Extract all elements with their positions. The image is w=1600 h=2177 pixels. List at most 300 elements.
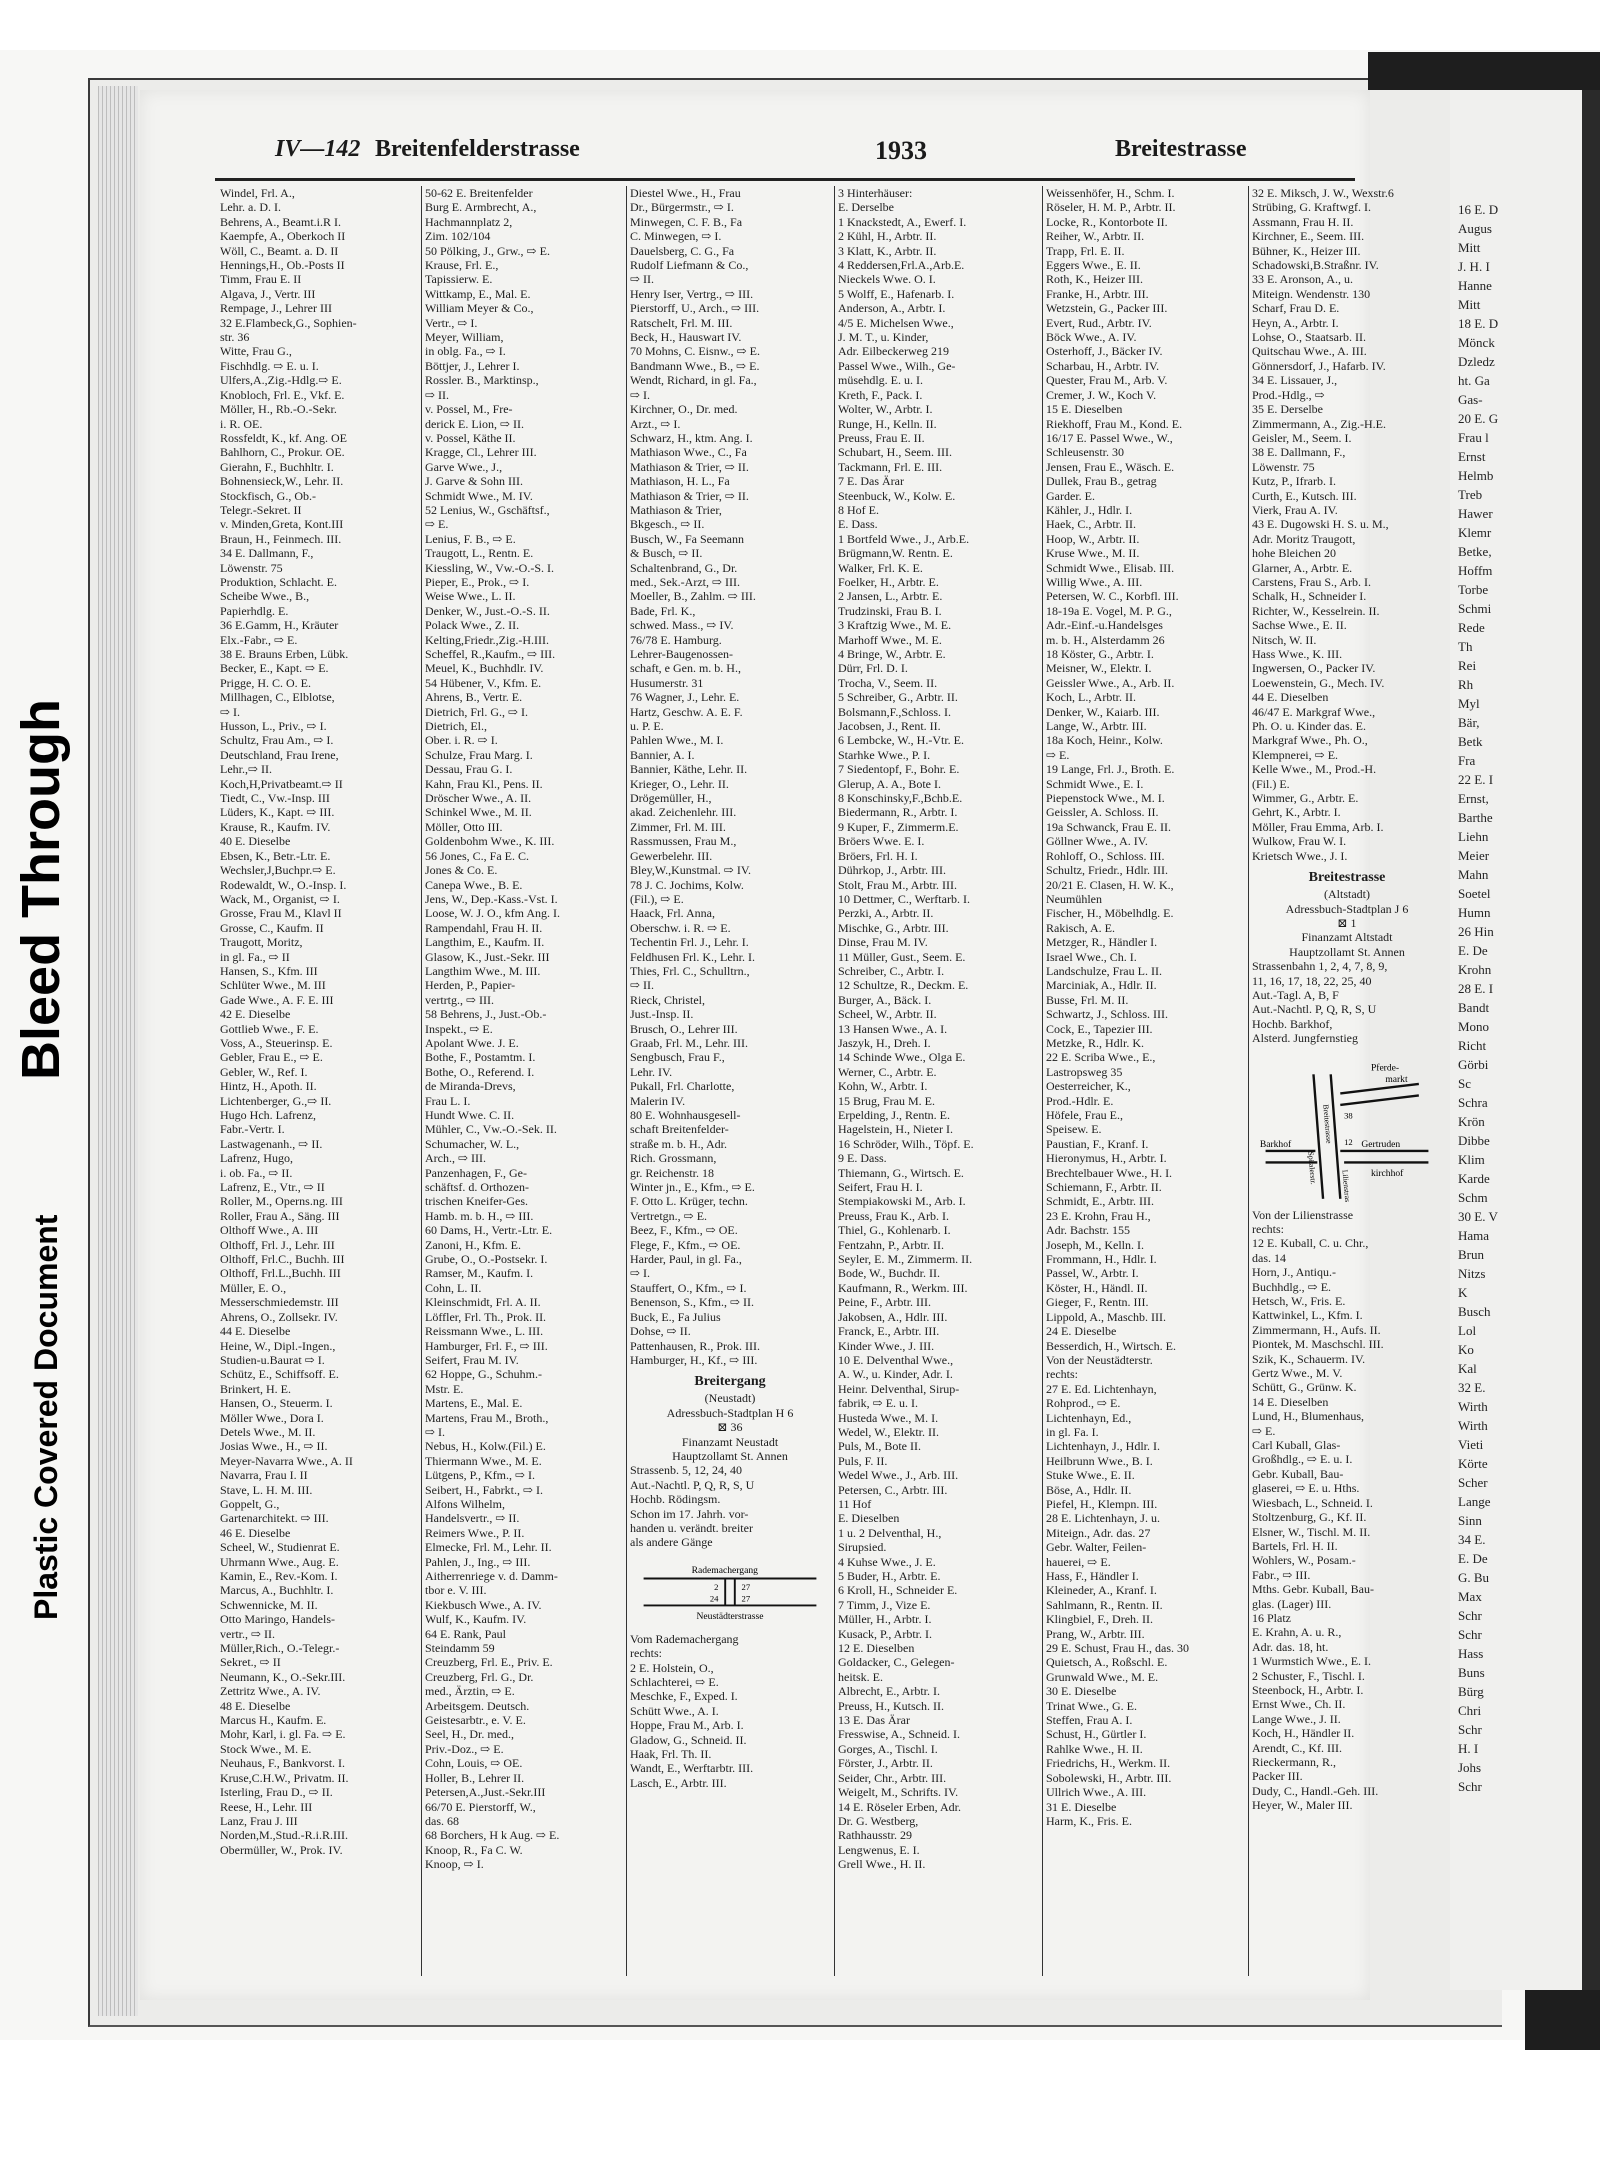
directory-entry: Pahlen Wwe., M. I. (630, 733, 724, 748)
directory-entry: Fentzahn, P., Arbtr. II. (838, 1237, 944, 1252)
directory-entry: Sirupsied. (838, 1540, 887, 1555)
directory-entry: Grell Wwe., H. II. (838, 1857, 926, 1872)
directory-entry: Messerschmiedemstr. III (220, 1295, 339, 1310)
directory-entry: Wetzstein, G., Packer III. (1046, 301, 1168, 316)
directory-entry: Marcus, A., Buchhltr. I. (220, 1583, 334, 1598)
directory-entry: 31 E. Dieselbe (1046, 1799, 1117, 1814)
directory-entry: Olthoff, Frl. J., Lehr. III (220, 1237, 335, 1252)
directory-entry: Scheel, W., Arbtr. II. (838, 1007, 937, 1022)
directory-entry: Zanoni, H., Kfm. E. (425, 1237, 521, 1252)
directory-entry: rechts: (1252, 1221, 1284, 1236)
directory-entry: Kahn, Frau Kl., Pens. II. (425, 776, 543, 791)
directory-entry: Aut.-Tagl. A, B, F (1252, 987, 1339, 1002)
directory-entry: Jens, W., Dep.-Kass.-Vst. I. (425, 891, 558, 906)
directory-entry: Thies, Frl. C., Schulltrn., (630, 963, 750, 978)
directory-entry: ⇨ I. (630, 1266, 651, 1281)
directory-entry: Mischke, G., Arbtr. III. (838, 920, 949, 935)
directory-entry: Voss, A., Steuerinsp. E. (220, 1035, 333, 1050)
directory-entry: Walker, Frl. K. E. (838, 560, 923, 575)
directory-entry: Gladow, G., Schneid. II. (630, 1732, 747, 1747)
directory-entry: Von der Lilienstrasse (1252, 1207, 1354, 1222)
scan-bottom-block (1525, 1990, 1600, 2050)
directory-entry: Piefel, H., Klempn. III. (1046, 1496, 1158, 1511)
next-page-entry: Krön (1458, 1114, 1485, 1129)
directory-entry: Lichtenhayn, J., Hdlr. I. (1046, 1439, 1160, 1454)
directory-entry: Schwartz, J., Schloss. III. (1046, 1007, 1168, 1022)
directory-entry: Besserdich, H., Wirtsch. E. (1046, 1338, 1176, 1353)
directory-entry: Müller, E. O., (220, 1280, 287, 1295)
directory-entry: Haek, C., Arbtr. II. (1046, 517, 1136, 532)
directory-entry: Schiemann, F., Arbtr. II. (1046, 1180, 1162, 1195)
directory-entry: Heyn, A., Arbtr. I. (1252, 315, 1339, 330)
directory-entry: Rempage, J., Lehrer III (220, 301, 332, 316)
directory-entry: Ernst Wwe., Ch. II. (1252, 1697, 1346, 1712)
directory-entry: Adr. Moritz Traugott, (1252, 531, 1356, 546)
next-page-entry: 32 E. (1458, 1380, 1486, 1395)
directory-entry: 4 Reddersen,Frl.A.,Arb.E. (838, 258, 965, 273)
directory-entry: 38 E. Brauns Erben, Lübk. (220, 647, 349, 661)
next-page-entry: Hanne (1458, 278, 1492, 293)
directory-entry: Ahrens, B., Vertr. E. (425, 690, 523, 705)
directory-entry: str. 36 (220, 330, 250, 345)
directory-entry: Rich. Grossmann, (630, 1151, 717, 1166)
directory-entry: 1 Bortfeld Wwe., J., Arb.E. (838, 531, 970, 546)
street-info-line: ⊠ 36 (717, 1420, 743, 1435)
directory-entry: Friedrichs, H., Werkm. II. (1046, 1756, 1171, 1771)
directory-entry: Bandmann Wwe., B., ⇨ E. (630, 358, 760, 373)
directory-entry: Böck Wwe., A. IV. (1046, 330, 1137, 345)
directory-entry: Quietsch, A., Roßschl. E. (1046, 1655, 1168, 1670)
directory-entry: Dinse, Frau M. IV. (838, 935, 928, 950)
directory-entry: handen u. verändt. breiter (630, 1520, 753, 1535)
directory-entry: 2 Kühl, H., Arbtr. II. (838, 229, 937, 244)
directory-entry: Gorges, A., Tischl. I. (838, 1741, 938, 1756)
directory-entry: Lehr.,⇨ II. (220, 762, 273, 777)
directory-entry: Knoop, ⇨ I. (425, 1857, 484, 1872)
directory-entry: 2 E. Holstein, O., (630, 1660, 714, 1675)
directory-entry: Carl Kuball, Glas- (1252, 1438, 1341, 1453)
directory-entry: Schreiber, C., Arbtr. I. (838, 963, 945, 978)
street-info-line: (Altstadt) (1324, 887, 1370, 902)
directory-entry: Möller, Otto III. (425, 819, 503, 834)
directory-entry: Oesterreicher, K., (1046, 1079, 1131, 1094)
directory-entry: Arch., ⇨ III. (425, 1151, 487, 1166)
directory-entry: Gartenarchitekt. ⇨ III. (220, 1511, 329, 1526)
directory-entry: Algava, J., Vertr. III (220, 286, 316, 301)
directory-entry: ⇨ I. (630, 387, 651, 402)
directory-entry: 16 Platz (1252, 1610, 1291, 1625)
directory-entry: Höfele, Frau E., (1046, 1108, 1123, 1122)
next-page-entry: H. I (1458, 1741, 1479, 1756)
directory-entry: Rudolf Liefmann & Co., (630, 258, 749, 273)
map1-street-bottom: Neustädterstrasse (696, 1610, 764, 1622)
directory-entry: Frommann, H., Hdlr. I. (1046, 1252, 1157, 1267)
directory-entry: Krause, Frl. E., (425, 258, 499, 273)
next-page-entry: 34 E. (1458, 1532, 1486, 1547)
directory-entry: 48 E. Dieselbe (220, 1698, 291, 1713)
directory-entry: Rahlke Wwe., H. II. (1046, 1741, 1143, 1756)
directory-entry: Denker, W., Kaiarb. III. (1046, 704, 1160, 719)
next-page-entry: Rh (1458, 677, 1474, 692)
directory-entry: Richter, W., Kesselrein. II. (1252, 603, 1380, 618)
directory-entry: Vierk, Frau A. IV. (1252, 502, 1338, 517)
directory-entry: Möller, H., Rb.-O.-Sekr. (220, 402, 337, 417)
directory-entry: 4 Bringe, W., Arbtr. E. (838, 647, 946, 661)
directory-entry: Husson, L., Priv., ⇨ I. (220, 719, 327, 734)
directory-entry: Osterhoff, J., Bäcker IV. (1046, 344, 1163, 359)
directory-entry: vertrtg., ⇨ III. (425, 992, 495, 1007)
directory-entry: Löwenstr. 75 (1252, 459, 1315, 474)
directory-entry: Großhdlg., ⇨ E. u. I. (1252, 1452, 1353, 1467)
directory-entry: Packer III. (1252, 1769, 1303, 1784)
directory-entry: Müller,Rich., O.-Telegr.- (220, 1641, 340, 1656)
directory-entry: Seel, H., Dr. med., (425, 1727, 514, 1742)
next-page-entry: 26 Hin (1458, 924, 1494, 939)
directory-entry: Oberschw. i. R. ⇨ E. (630, 920, 731, 935)
map1-number: 2 (714, 1581, 719, 1592)
next-page-entry: Krohn (1458, 962, 1492, 977)
directory-entry: 7 Siedentopf, F., Bohr. E. (838, 762, 960, 777)
directory-entry: gr. Reichenstr. 18 (630, 1165, 714, 1180)
next-page-entry: Bürg (1458, 1684, 1484, 1699)
directory-entry: Koch, H., Händler II. (1252, 1726, 1355, 1741)
directory-entry: Prigge, H. C. O. E. (220, 675, 311, 690)
directory-entry: Prang, W., Arbtr. III. (1046, 1626, 1145, 1641)
directory-entry: A. W., u. Kinder, Adr. I. (838, 1367, 953, 1382)
directory-entry: Rieck, Christel, (630, 992, 705, 1007)
directory-entry: i. ob. Fa., ⇨ II. (220, 1165, 293, 1180)
directory-entry: Jensen, Frau E., Wäsch. E. (1046, 459, 1175, 474)
directory-entry: & Busch, ⇨ II. (630, 546, 703, 561)
next-page-entry: Wirth (1458, 1418, 1488, 1433)
directory-entry: E. Dass. (838, 517, 878, 532)
directory-entry: in gl. Fa. I. (1046, 1424, 1099, 1439)
directory-entry: 50-62 E. Breitenfelder (425, 186, 533, 200)
next-page-entry: Treb (1458, 487, 1483, 502)
directory-entry: Göllner Wwe., A. IV. (1046, 834, 1148, 849)
directory-entry: v. Possel, M., Fre- (425, 402, 513, 417)
directory-entry: Lenius, F. B., ⇨ E. (425, 531, 516, 546)
directory-entry: Lichtenberger, G.,⇨ II. (220, 1093, 332, 1108)
directory-entry: Glasow, K., Just.-Sekr. III (425, 949, 550, 964)
directory-entry: 13 E. Das Ärar (838, 1713, 910, 1728)
directory-entry: Wolter, W., Arbtr. I. (838, 402, 933, 417)
bleed-through-label: Bleed Through (11, 699, 71, 1080)
next-page-entry: Johs (1458, 1760, 1482, 1775)
directory-entry: Tapissierw. E. (425, 272, 493, 287)
directory-entry: 19a Schwanck, Frau E. II. (1046, 819, 1171, 834)
breitestrasse-map (1256, 1052, 1438, 1202)
directory-entry: Kusack, P., Arbtr. I. (838, 1626, 932, 1641)
directory-entry: Ulfers,A.,Zig.-Hdlg.⇨ E. (220, 373, 342, 388)
directory-entry: J. Garve & Sohn III. (425, 474, 523, 489)
directory-entry: Albrecht, E., Arbtr. I. (838, 1684, 940, 1699)
directory-entry: ⇨ I. (220, 704, 241, 719)
map1-number: 27 (741, 1581, 751, 1592)
street-heading: Breitestrasse (1308, 870, 1386, 886)
directory-entry: Sahlmann, R., Rentn. II. (1046, 1597, 1163, 1612)
next-page-entry: 16 E. D (1458, 202, 1499, 217)
map2-number: 12 (1344, 1136, 1353, 1147)
map2-number: 38 (1344, 1109, 1353, 1120)
directory-entry: Rossfeldt, K., kf. Ang. OE (220, 430, 347, 445)
directory-entry: Timm, Frau E. II (220, 272, 302, 287)
directory-entry: ⇨ II. (630, 978, 655, 993)
next-page-entry: Frau l (1458, 430, 1489, 445)
directory-entry: Lehr. IV. (630, 1064, 673, 1079)
directory-entry: Detels Wwe., M. II. (220, 1424, 316, 1439)
directory-entry: Mohr, Karl, i. gl. Fa. ⇨ E. (220, 1727, 346, 1742)
map2-pferdemarkt-label: Pferde- (1370, 1062, 1400, 1074)
directory-entry: ⇨ E. (425, 517, 449, 532)
directory-entry: 44 E. Dieselben (1252, 690, 1329, 705)
directory-entry: Cohn, Louis, ⇨ OE. (425, 1756, 523, 1771)
directory-entry: i. R. OE. (220, 416, 263, 431)
page-number: IV—142 (275, 136, 361, 162)
directory-entry: Roth, K., Heizer III. (1046, 272, 1143, 287)
next-page-entry: Sc (1458, 1076, 1471, 1091)
directory-entry: Mathiason Wwe., C., Fa (630, 445, 747, 460)
directory-entry: Norden,M.,Stud.-R.i.R.III. (220, 1828, 348, 1843)
directory-entry: 46 E. Dieselbe (220, 1525, 291, 1540)
directory-entry: Wittkamp, E., Mal. E. (425, 286, 531, 301)
directory-entry: 11 Müller, Gust., Seem. E. (838, 949, 966, 964)
directory-entry: Löffler, Frl. Th., Prok. II. (425, 1309, 547, 1324)
next-page-entry: Max (1458, 1589, 1482, 1604)
directory-entry: Hansen, O., Steuerm. I. (220, 1396, 333, 1411)
directory-entry: Telegr.-Sekret. II (220, 502, 302, 517)
column-divider (834, 186, 835, 1976)
directory-entry: Pieper, E., Prok., ⇨ I. (425, 574, 530, 589)
map2-street-a: Breitestrasse (1321, 1103, 1334, 1144)
directory-entry: Bartels, Frl. H. II. (1252, 1538, 1338, 1553)
directory-entry: Scharf, Frau D. E. (1252, 301, 1340, 316)
directory-entry: Gewerbelehr. III. (630, 848, 713, 863)
directory-entry: hohe Bleichen 20 (1252, 546, 1336, 561)
directory-entry: Joseph, M., Kelln. I. (1046, 1237, 1144, 1252)
directory-entry: Köster, H., Händl. II. (1046, 1280, 1148, 1295)
directory-entry: 15 Brug, Frau M. E. (838, 1093, 935, 1108)
directory-entry: (Fil.), ⇨ E. (630, 891, 684, 906)
directory-entry: Möller, Frau Emma, Arb. I. (1252, 819, 1384, 834)
next-page-entry: Th (1458, 639, 1473, 654)
directory-entry: Hamburger, H., Kf., ⇨ III. (630, 1352, 758, 1367)
directory-entry: Bannier, A. I. (630, 747, 695, 762)
directory-entry: Werner, C., Arbtr. E. (838, 1064, 937, 1079)
next-page-entry: Schra (1458, 1095, 1488, 1110)
directory-entry: Rohloff, O., Schloss. III. (1046, 848, 1165, 863)
directory-entry: Grube, O., O.-Postsekr. I. (425, 1252, 548, 1267)
directory-entry: Lafrenz, E., Vtr., ⇨ II (220, 1180, 325, 1195)
directory-entry: schwed. Mass., ⇨ IV. (630, 618, 734, 633)
directory-entry: Husteda Wwe., M. I. (838, 1410, 939, 1425)
next-page-entry: Scher (1458, 1475, 1488, 1490)
directory-entry: Förster, J., Arbtr. II. (838, 1756, 933, 1771)
directory-entry: Trocha, V., Seem. II. (838, 675, 938, 690)
directory-entry: Schwennicke, M. II. (220, 1597, 318, 1612)
directory-entry: Lange Wwe., J. II. (1252, 1711, 1341, 1726)
directory-entry: Trinat Wwe., G. E. (1046, 1698, 1137, 1713)
directory-entry: Pierstorff, U., Arch., ⇨ III. (630, 301, 760, 316)
directory-entry: Dr., Bürgermstr., ⇨ I. (630, 200, 734, 215)
directory-entry: Braun, H., Feinmech. III. (220, 531, 342, 546)
directory-entry: Dröscher Wwe., A. II. (425, 791, 532, 806)
directory-entry: Perzki, A., Arbtr. II. (838, 906, 934, 921)
directory-entry: Stauffert, O., Kfm., ⇨ I. (630, 1280, 747, 1295)
directory-entry: Traugott, Moritz, (220, 935, 303, 950)
directory-entry: Adr. Eilbeckerweg 219 (838, 344, 949, 359)
directory-entry: 23 E. Krohn, Frau H., (1046, 1208, 1151, 1223)
directory-entry: Dührkop, J., Arbtr. III. (838, 863, 946, 878)
next-page-entry: Humn (1458, 905, 1491, 920)
directory-entry: de Miranda-Drevs, (425, 1079, 516, 1094)
directory-entry: 40 E. Dieselbe (220, 834, 291, 849)
directory-entry: Gebr. Kuball, Bau- (1252, 1466, 1344, 1481)
directory-entry: Runge, H., Kelln. II. (838, 416, 937, 431)
directory-entry: Canepa Wwe., B. E. (425, 877, 523, 892)
directory-entry: Steenbuck, W., Kolw. E. (838, 488, 956, 503)
directory-entry: Meisner, W., Elektr. I. (1046, 661, 1152, 676)
directory-entry: 62 Hoppe, G., Schuhm.- (425, 1367, 542, 1382)
scan-corner-block (1368, 52, 1600, 90)
directory-entry: Dr. G. Westberg, (838, 1813, 919, 1828)
directory-entry: Piontek, M. Maschschl. III. (1252, 1337, 1384, 1352)
directory-entry: Vertretgn., ⇨ E. (630, 1208, 708, 1223)
directory-entry: Hamburger, Frl. F., ⇨ III. (425, 1338, 548, 1353)
directory-entry: Wandt, E., Werftarbtr. III. (630, 1761, 754, 1776)
directory-entry: 1 Knackstedt, A., Ewerf. I. (838, 214, 967, 229)
directory-entry: Lafrenz, Hugo, (220, 1151, 293, 1166)
directory-entry: Krause, R., Kaufm. IV. (220, 819, 331, 834)
next-page-entry: Meier (1458, 848, 1490, 863)
directory-entry: Gebr. Walter, Feilen- (1046, 1540, 1147, 1555)
header-rule (215, 178, 1355, 181)
directory-entry: Hugo Hch. Lafrenz, (220, 1108, 316, 1122)
directory-entry: 52 Lenius, W., Gschäftsf., (425, 502, 550, 517)
next-page-entry: Augus (1458, 221, 1492, 236)
directory-entry: Rossler. B., Marktinsp., (425, 373, 539, 388)
directory-entry: Handelsvertr., ⇨ II. (425, 1511, 520, 1526)
next-page-entry: Vieti (1458, 1437, 1484, 1452)
directory-entry: Produktion, Schlacht. E. (220, 574, 337, 589)
directory-entry: Creuzberg, Frl. G., Dr. (425, 1669, 534, 1684)
directory-entry: Polack Wwe., Z. II. (425, 618, 520, 633)
directory-entry: Heyer, W., Maler III. (1252, 1798, 1353, 1813)
directory-entry: Evert, Rud., Arbtr. IV. (1046, 315, 1152, 330)
directory-entry: Grunwald Wwe., M. E. (1046, 1669, 1159, 1684)
directory-entry: Erpelding, J., Rentn. E. (838, 1108, 950, 1122)
directory-entry: 38 E. Dallmann, F., (1252, 445, 1346, 460)
directory-entry: Hoop, W., Arbtr. II. (1046, 531, 1140, 546)
directory-entry: Schmidt Wwe., M. IV. (425, 488, 533, 503)
directory-entry: Schulze, Frau Marg. I. (425, 747, 533, 762)
directory-entry: Knobloch, Frl. E., Vkf. E. (220, 387, 345, 402)
next-page-entry: Mahn (1458, 867, 1489, 882)
directory-entry: Garder. E. (1046, 488, 1095, 503)
directory-entry: Klingbiel, F., Dreh. II. (1046, 1612, 1154, 1627)
directory-entry: Klempnerei, ⇨ E. (1252, 747, 1339, 762)
directory-entry: Preuss, Frau E. II. (838, 430, 925, 445)
directory-entry: Nebus, H., Kolw.(Fil.) E. (425, 1439, 546, 1454)
directory-entry: Garve Wwe., J., (425, 459, 503, 474)
directory-entry: Roller, Frau A., Säng. III (220, 1208, 340, 1223)
directory-entry: 24 E. Dieselbe (1046, 1324, 1117, 1339)
directory-entry: Wulkow, Frau W. I. (1252, 834, 1347, 849)
directory-entry: Markgraf Wwe., Ph. O., (1252, 733, 1368, 748)
next-page-entry: Mitt (1458, 240, 1481, 255)
directory-entry: Grosse, Frau M., Klavl II (220, 906, 342, 921)
directory-entry: E. Derselbe (838, 200, 894, 215)
directory-entry: Tiedt, C., Vw.-Insp. III (220, 791, 330, 806)
directory-entry: Neuhaus, F., Bankvorst. I. (220, 1756, 346, 1771)
directory-entry: rechts: (630, 1646, 662, 1661)
directory-entry: Koch, L., Arbtr. II. (1046, 690, 1136, 705)
directory-entry: Schmidt, E., Arbtr. III. (1046, 1194, 1154, 1209)
column-divider (1248, 186, 1249, 1976)
directory-entry: v. Minden,Greta, Kont.III (220, 517, 344, 532)
directory-entry: Dohse, ⇨ II. (630, 1324, 691, 1339)
directory-entry: Lehr. a. D. I. (220, 200, 281, 215)
directory-entry: 10 Dettmer, C., Werftarb. I. (838, 891, 970, 906)
directory-entry: 46/47 E. Markgraf Wwe., (1252, 704, 1376, 719)
directory-entry: Thiel, G., Kohlenarb. I. (838, 1223, 951, 1238)
directory-entry: Thiermann Wwe., M. E. (425, 1453, 542, 1468)
directory-entry: Zettritz Wwe., A. IV. (220, 1684, 321, 1699)
directory-entry: Hochb. Rödingsm. (630, 1492, 721, 1507)
directory-entry: 29 E. Schust, Frau H., das. 30 (1046, 1641, 1189, 1656)
directory-entry: akad. Zeichenlehr. III. (630, 805, 737, 820)
directory-entry: Kaempfe, A., Oberkoch II (220, 229, 346, 244)
directory-entry: Studien-u.Baurat ⇨ I. (220, 1352, 325, 1367)
directory-entry: Fabr.-Vertr. I. (220, 1122, 285, 1137)
directory-entry: Riekhoff, Frau M., Kond. E. (1046, 416, 1183, 431)
directory-entry: Minwegen, C. F. B., Fa (630, 214, 743, 229)
directory-entry: Preuss, H., Kutsch. II. (838, 1698, 944, 1713)
directory-entry: Gebler, Frau E., ⇨ E. (220, 1050, 323, 1065)
directory-entry: Kelle Wwe., M., Prod.-H. (1252, 762, 1377, 777)
directory-entry: das. 14 (1252, 1250, 1286, 1265)
directory-entry: Hetsch, W., Fris. E. (1252, 1294, 1346, 1308)
directory-entry: 54 Hübener, V., Kfm. E. (425, 675, 542, 690)
directory-entry: Rampendahl, Frau H. II. (425, 920, 543, 935)
directory-entry: Petersen,A.,Just.-Sekr.III (425, 1785, 546, 1800)
directory-entry: Metzke, R., Hdlr. K. (1046, 1035, 1144, 1050)
directory-entry: Kruse,C.H.W., Privatm. II. (220, 1770, 349, 1785)
directory-entry: 16/17 E. Passel Wwe., W., (1046, 430, 1173, 445)
directory-entry: Hieronymus, H., Arbtr. I. (1046, 1151, 1167, 1166)
next-page-entry: Helmb (1458, 468, 1494, 483)
directory-entry: 3 Klatt, K., Arbtr. II. (838, 243, 937, 258)
directory-entry: Ramser, M., Kaufm. I. (425, 1266, 534, 1281)
directory-entry: Passel Wwe., Wilh., Ge- (838, 358, 956, 373)
directory-entry: 6 Lembcke, W., H.-Vtr. E. (838, 733, 964, 748)
header-year: 1933 (875, 136, 927, 165)
directory-entry: Prod.-Hdlg., ⇨ (1252, 387, 1325, 402)
directory-entry: 76/78 E. Hamburg. (630, 632, 722, 647)
directory-entry: Obermüller, W., Prok. IV. (220, 1842, 343, 1857)
column-divider (421, 186, 422, 1976)
directory-entry: 12 E. Dieselben (838, 1641, 915, 1656)
directory-entry: Bothe, F., Postamtm. I. (425, 1050, 536, 1065)
directory-entry: in oblg. Fa., ⇨ I. (425, 344, 506, 359)
directory-entry: Lastropsweg 35 (1046, 1064, 1123, 1079)
next-page-entry: Schr (1458, 1608, 1482, 1623)
directory-entry: Kutz, P., Ifrarb. I. (1252, 474, 1336, 489)
directory-entry: ⇨ I. (425, 1424, 446, 1439)
directory-entry: Schultz, Friedr., Hdlr. III. (1046, 863, 1168, 878)
directory-entry: Rathhausstr. 29 (838, 1828, 912, 1843)
directory-entry: 42 E. Dieselbe (220, 1007, 291, 1022)
